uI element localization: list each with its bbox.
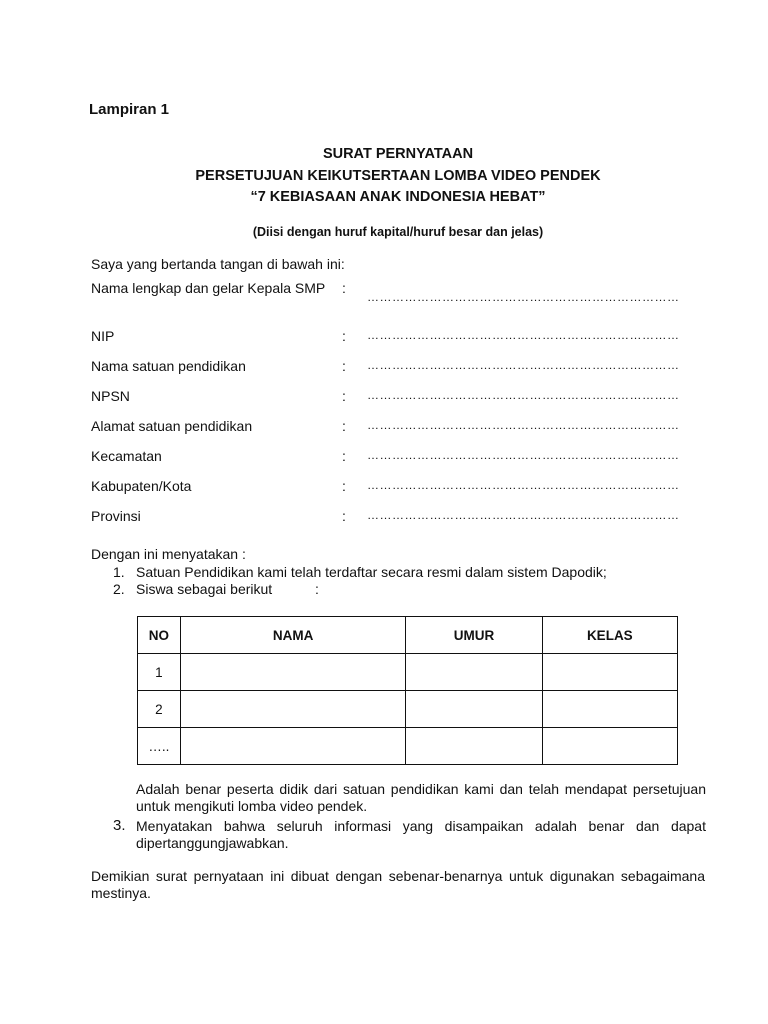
table-header-row: [138, 617, 678, 654]
principal-name-input[interactable]: …………………………………………………………………: [367, 290, 680, 304]
student-confirmation-text: Adalah benar peserta didik dari satuan pendidikan kami dan telah mendapat persetujuan untuk mengikuti lomba video pendek.: [136, 781, 706, 814]
list-number: 2.: [113, 581, 125, 597]
school-address-input[interactable]: …………………………………………………………………: [367, 418, 680, 432]
fill-instruction: (Diisi dengan huruf kapital/huruf besar dan jelas): [252, 225, 544, 239]
competition-theme: “7 KEBIASAAN ANAK INDONESIA HEBAT”: [250, 189, 546, 205]
row-number: …..: [138, 728, 181, 765]
intro-text: Saya yang bertanda tangan di bawah ini:: [91, 256, 345, 272]
list-number: 3.: [113, 817, 126, 834]
field-colon: :: [342, 388, 346, 404]
field-colon: :: [342, 418, 346, 434]
field-colon: :: [342, 328, 346, 344]
field-colon: :: [342, 448, 346, 464]
field-label-school-address: Alamat satuan pendidikan: [91, 418, 253, 434]
age-cell[interactable]: [406, 691, 542, 728]
document-title: SURAT PERNYATAAN: [322, 146, 474, 162]
column-header-age: UMUR: [406, 617, 542, 654]
district-input[interactable]: …………………………………………………………………: [367, 448, 680, 462]
closing-statement: Demikian surat pernyataan ini dibuat dengan sebenar-benarnya untuk digunakan sebagaimana mestinya.: [91, 868, 705, 901]
student-table: [137, 616, 678, 765]
regency-city-input[interactable]: …………………………………………………………………: [367, 478, 680, 492]
row-number: 2: [138, 691, 181, 728]
attachment-label: Lampiran 1: [89, 101, 170, 118]
school-name-input[interactable]: …………………………………………………………………: [367, 358, 680, 372]
field-label-npsn: NPSN: [91, 388, 130, 404]
column-header-class: KELAS: [542, 617, 677, 654]
field-colon: :: [342, 508, 346, 524]
field-label-regency-city: Kabupaten/Kota: [91, 478, 192, 494]
class-cell[interactable]: [542, 691, 677, 728]
field-colon: :: [315, 581, 319, 597]
list-number: 1.: [113, 564, 125, 580]
nip-input[interactable]: …………………………………………………………………: [367, 328, 680, 342]
statement-lead: Dengan ini menyatakan :: [91, 546, 246, 562]
table-row: [138, 691, 678, 728]
field-colon: :: [342, 280, 346, 296]
column-header-name: NAMA: [180, 617, 406, 654]
field-colon: :: [342, 358, 346, 374]
province-input[interactable]: …………………………………………………………………: [367, 508, 680, 522]
field-label-district: Kecamatan: [91, 448, 162, 464]
npsn-input[interactable]: …………………………………………………………………: [367, 388, 680, 402]
name-cell[interactable]: [180, 654, 406, 691]
field-label-principal-name: Nama lengkap dan gelar Kepala SMP: [91, 280, 326, 296]
statement-item-students: Siswa sebagai berikut: [136, 581, 273, 597]
field-label-province: Provinsi: [91, 508, 141, 524]
age-cell[interactable]: [406, 654, 542, 691]
row-number: 1: [138, 654, 181, 691]
field-colon: :: [342, 478, 346, 494]
column-header-no: NO: [138, 617, 181, 654]
class-cell[interactable]: [542, 728, 677, 765]
field-label-nip: NIP: [91, 328, 115, 344]
statement-item-dapodik: Satuan Pendidikan kami telah terdaftar secara resmi dalam sistem Dapodik;: [136, 564, 607, 580]
age-cell[interactable]: [406, 728, 542, 765]
name-cell[interactable]: [180, 728, 406, 765]
table-row: [138, 728, 678, 765]
name-cell[interactable]: [180, 691, 406, 728]
table-row: [138, 654, 678, 691]
field-label-school-name: Nama satuan pendidikan: [91, 358, 246, 374]
class-cell[interactable]: [542, 654, 677, 691]
document-subtitle: PERSETUJUAN KEIKUTSERTAAN LOMBA VIDEO PENDEK: [195, 168, 601, 184]
statement-item-accuracy: Menyatakan bahwa seluruh informasi yang disampaikan adalah benar dan dapat dipertanggungjawabkan.: [136, 818, 706, 851]
